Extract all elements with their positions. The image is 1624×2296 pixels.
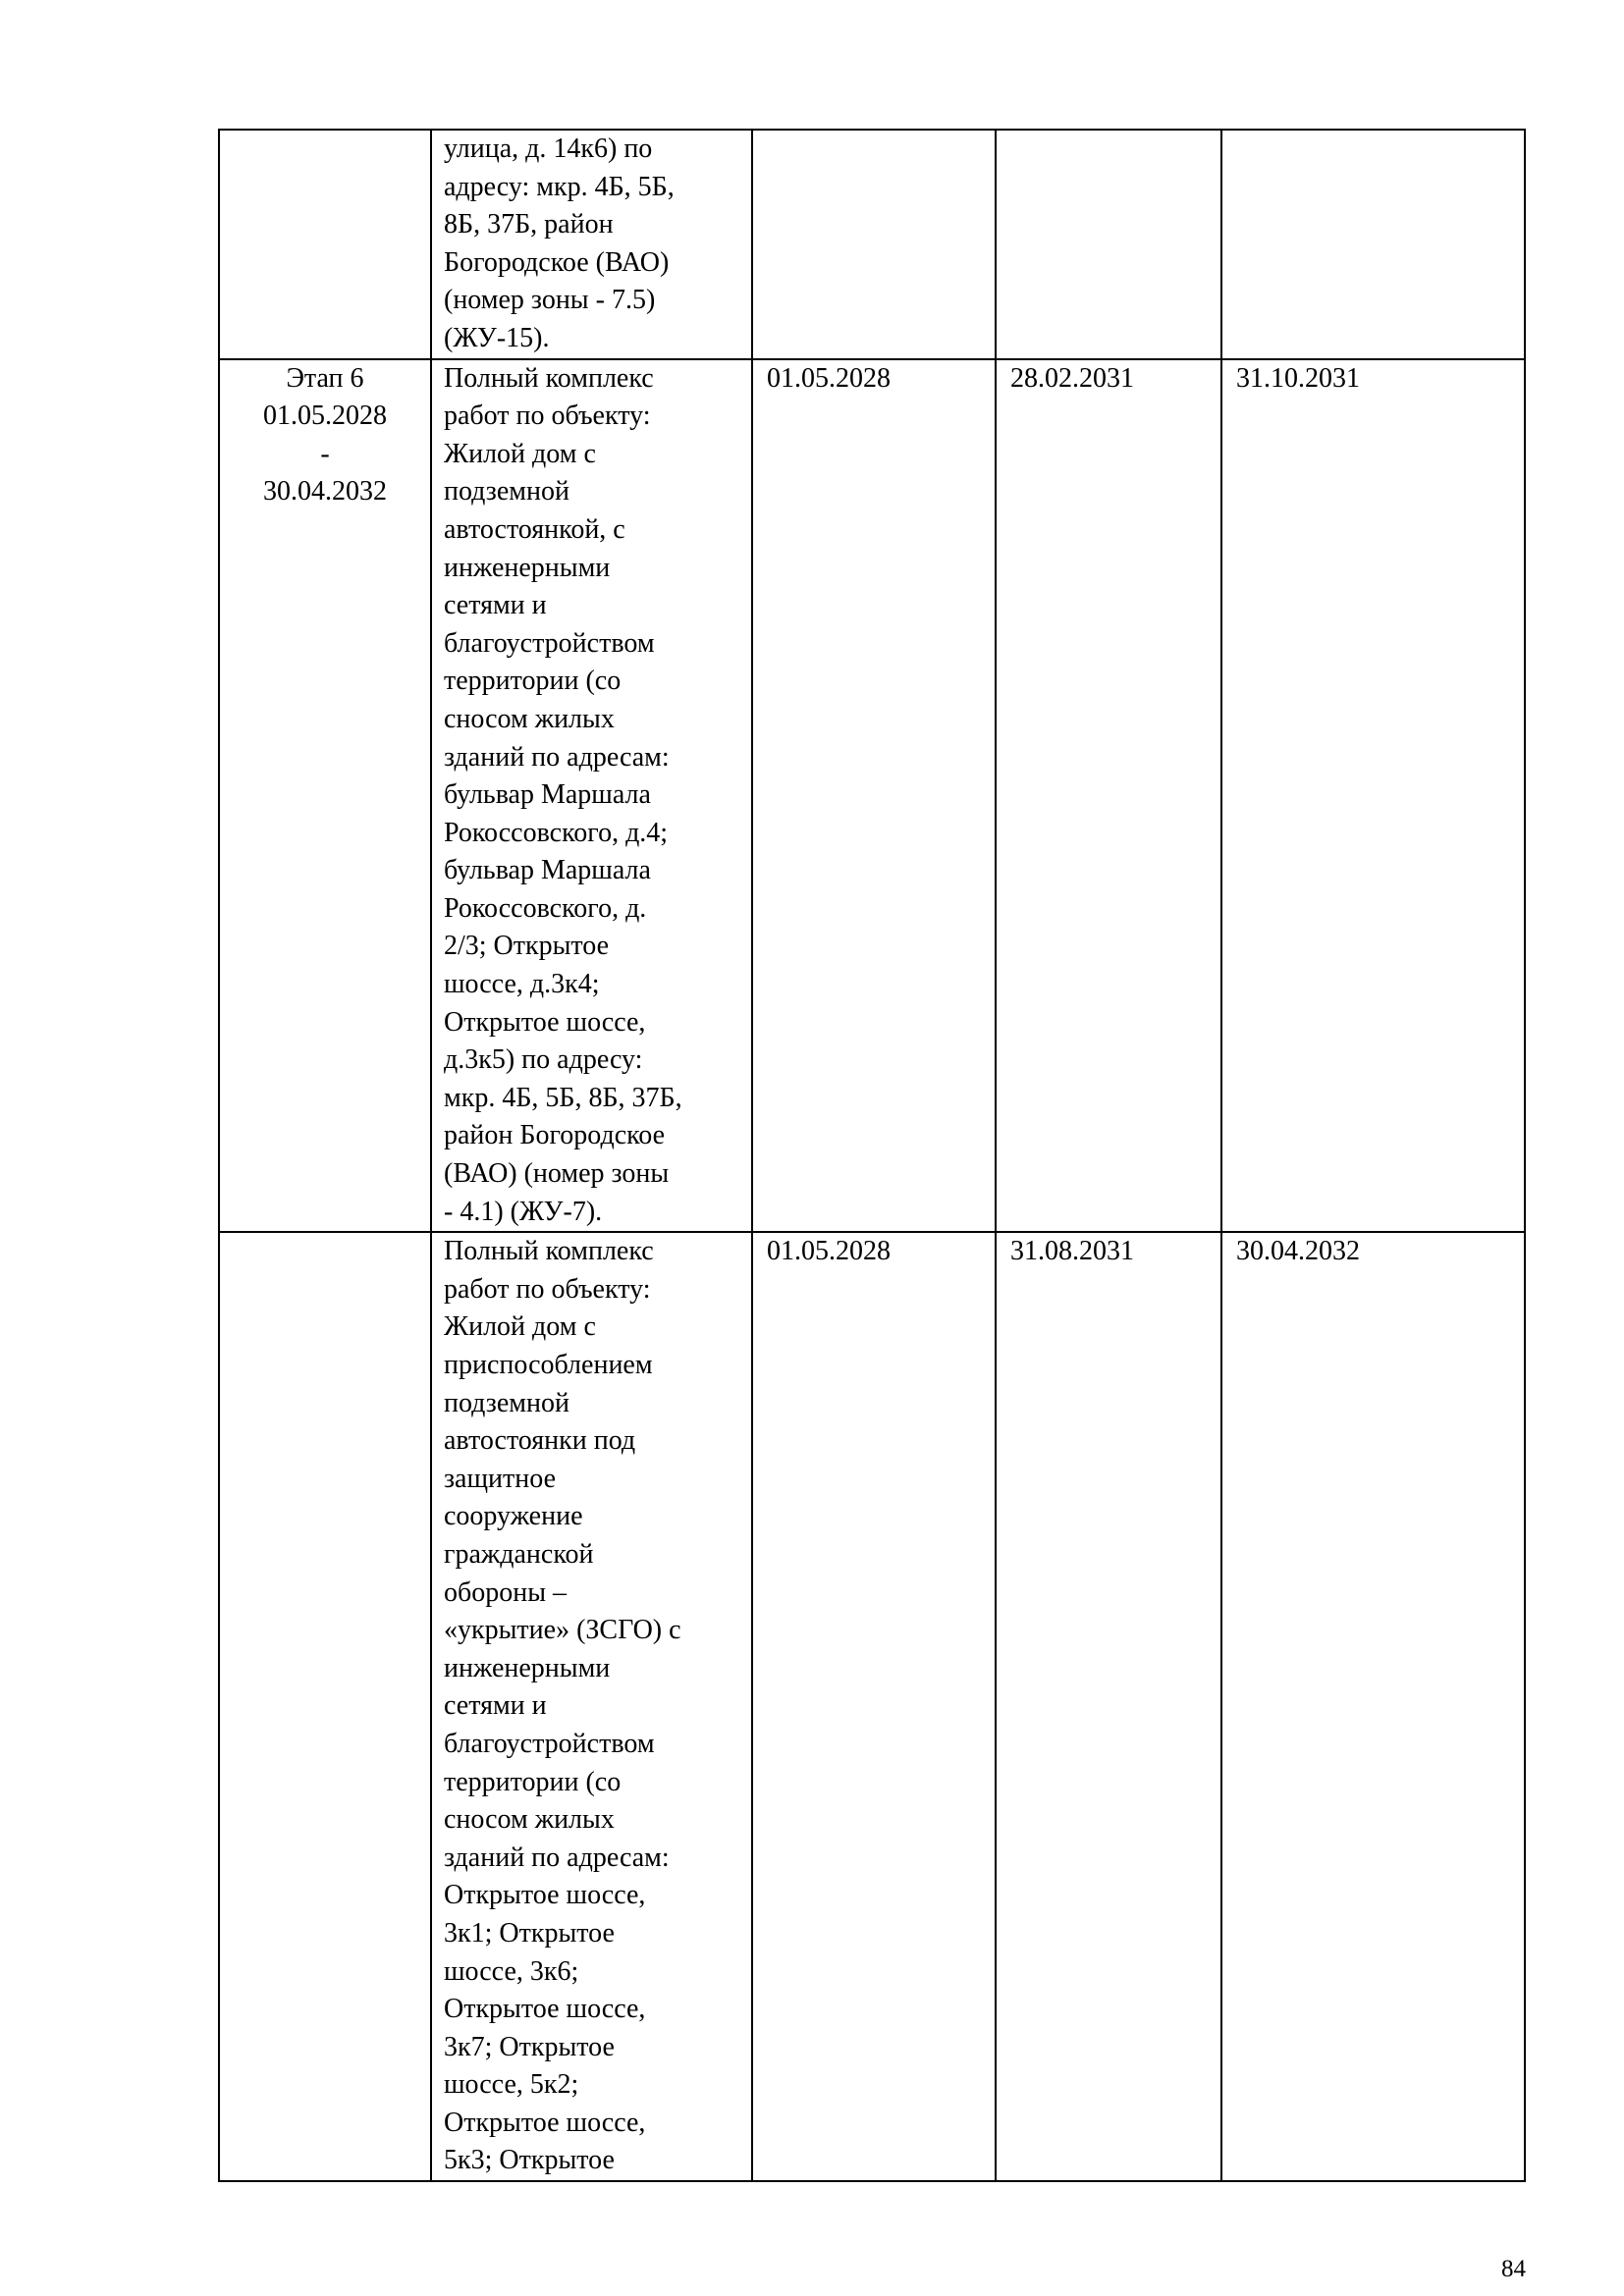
description-line: работ по объекту: [444,1273,651,1305]
stage-line: 30.04.2032 [263,476,387,507]
description-line: Полный комплекс [444,362,654,394]
stage-line: - [320,438,330,469]
description-line: шоссе, д.3к4; [444,969,600,1000]
description-line: мкр. 4Б, 5Б, 8Б, 37Б, [444,1082,682,1113]
description-line: шоссе, 3к6; [444,1955,579,1987]
table-row [219,130,1525,359]
description-line: сооружение [444,1501,583,1532]
description-line: приспособлением [444,1350,653,1380]
description-line: работ по объекту: [444,400,651,432]
date2-cell [996,130,1221,359]
description-line: сносом жилых [444,703,615,734]
description-line: Жилой дом с [444,438,596,469]
description-line: Богородское (ВАО) [444,246,670,278]
description-line: Открытое шоссе, [444,1994,646,2025]
description-line: сносом жилых [444,1804,615,1836]
description-line: Жилой дом с [444,1311,596,1343]
description-line: район Богородское [444,1120,666,1151]
description-cell [431,130,752,359]
stage-line: Этап 6 [286,362,364,394]
description-line: улица, д. 14к6) по [444,133,653,164]
description-line: благоустройством [444,627,655,659]
description-line: автостоянкой, с [444,513,625,545]
date3-cell [1221,130,1525,359]
description-line: 2/3; Открытое [444,931,610,962]
date3-cell: 30.04.2032 [1221,1232,1525,2181]
description-line: Рокоссовского, д.4; [444,817,669,848]
description-line: 3к1; Открытое [444,1917,615,1949]
stage-cell [219,359,431,1233]
description-line: Открытое шоссе, [444,2107,646,2138]
description-line: Рокоссовского, д. [444,892,647,924]
date2-cell: 28.02.2031 [996,359,1221,1233]
description-line: Полный комплекс [444,1236,654,1267]
description-line: сетями и [444,1690,547,1722]
description-line: 8Б, 37Б, район [444,209,614,240]
description-line: гражданской [444,1538,594,1570]
description-line: территории (со [444,666,622,697]
description-line: - 4.1) (ЖУ-7). [444,1196,603,1227]
stage-cell [219,1232,431,2181]
table-row [219,1232,1525,2181]
table-row [219,359,1525,1233]
description-line: защитное [444,1463,557,1494]
description-line: шоссе, 5к2; [444,2069,579,2101]
description-cell [431,1232,752,2181]
description-line: автостоянки под [444,1425,636,1457]
description-line: зданий по адресам: [444,1842,670,1873]
description-line: подземной [444,476,569,507]
description-line: инженерными [444,552,611,583]
start-date-cell: 01.05.2028 [752,1232,996,2181]
description-line: сетями и [444,590,547,621]
description-line: бульвар Маршала [444,779,651,811]
description-line: Открытое шоссе, [444,1006,646,1038]
description-line: (ЖУ-15). [444,322,550,353]
description-line: адресу: мкр. 4Б, 5Б, [444,171,675,202]
date2-cell: 31.08.2031 [996,1232,1221,2181]
description-cell [431,359,752,1233]
start-date-cell [752,130,996,359]
description-line: инженерными [444,1652,611,1683]
schedule-table [218,129,1526,2182]
description-line: «укрытие» (ЗСГО) с [444,1615,681,1646]
description-line: 3к7; Открытое [444,2031,615,2062]
description-line: зданий по адресам: [444,741,670,773]
description-line: (номер зоны - 7.5) [444,285,656,316]
start-date-cell: 01.05.2028 [752,359,996,1233]
description-line: 5к3; Открытое [444,2145,615,2176]
description-line: Открытое шоссе, [444,1880,646,1911]
stage-line: 01.05.2028 [263,400,387,432]
description-line: бульвар Маршала [444,855,651,886]
description-line: благоустройством [444,1728,655,1759]
description-line: обороны – [444,1576,568,1608]
date3-cell: 31.10.2031 [1221,359,1525,1233]
description-line: (ВАО) (номер зоны [444,1158,670,1190]
page-number: 84 [1501,2256,1526,2282]
description-line: подземной [444,1387,569,1418]
description-line: д.3к5) по адресу: [444,1044,643,1076]
description-line: территории (со [444,1766,622,1797]
stage-cell [219,130,431,359]
